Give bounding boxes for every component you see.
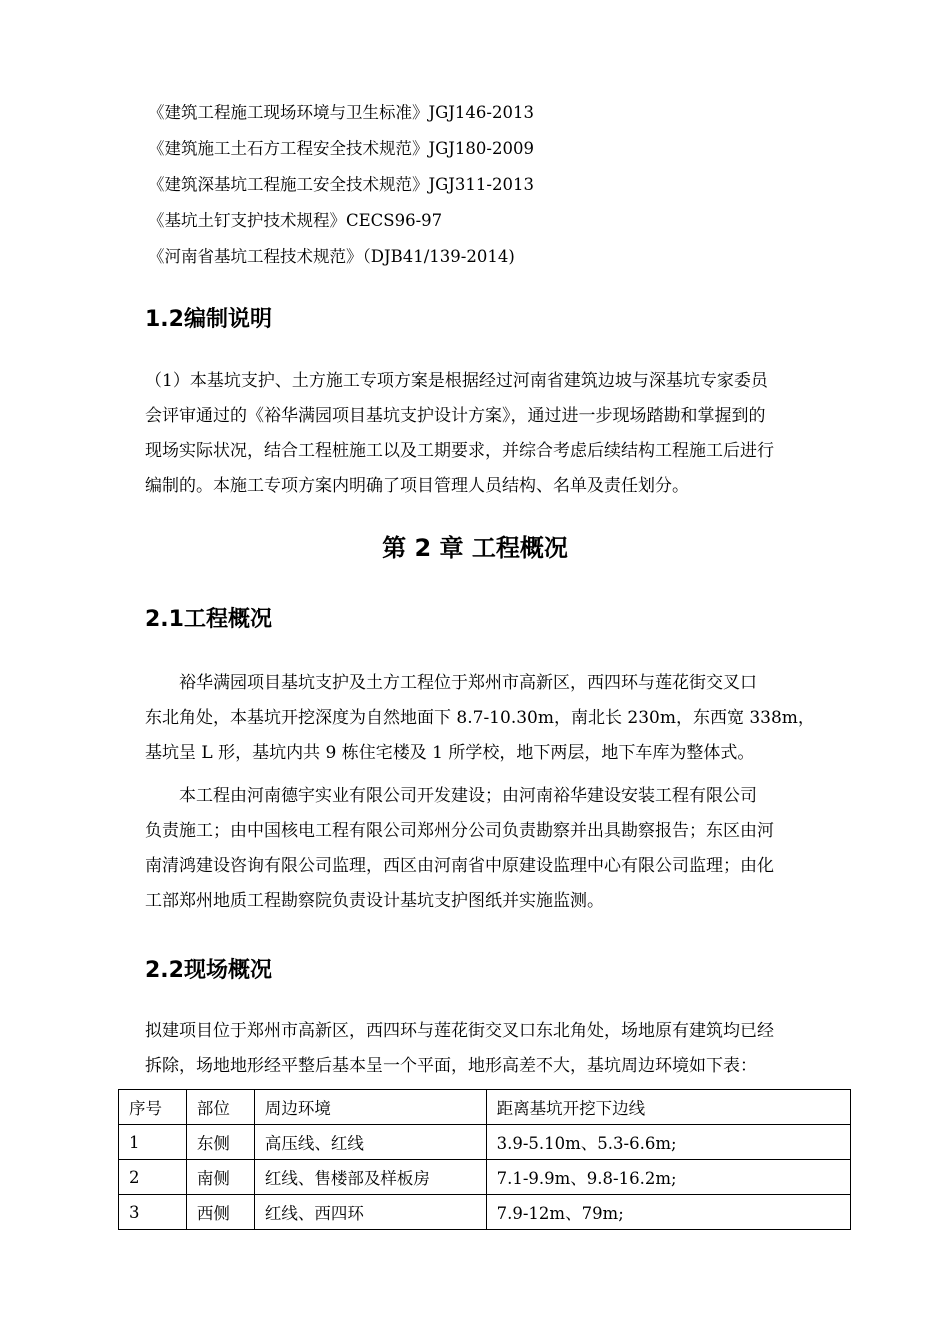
paragraph-line: 裕华满园项目基坑支护及土方工程位于郑州市高新区，西四环与莲花街交叉口	[145, 673, 757, 693]
section-heading-2-1: 2.1工程概况	[145, 607, 272, 632]
table-cell: 7.9-12m、79m;	[486, 1195, 850, 1230]
table-cell: 红线、西四环	[254, 1195, 486, 1230]
reference-item: 《基坑土钉支护技术规程》CECS96-97	[148, 211, 443, 230]
chapter-title: 第 2 章 工程概况	[382, 534, 568, 562]
section-2-1-paragraph-1	[145, 666, 857, 771]
paragraph-line: 拆除，场地地形经平整后基本呈一个平面，地形高差不大，基坑周边环境如下表：	[145, 1056, 757, 1076]
section-2-2-paragraph	[145, 1014, 857, 1084]
table-cell: 3	[119, 1195, 187, 1230]
table-header-row	[119, 1090, 851, 1125]
paragraph-line: 南清鸿建设咨询有限公司监理，西区由河南省中原建设监理中心有限公司监理；由化	[145, 856, 774, 876]
table-cell: 西侧	[186, 1195, 254, 1230]
paragraph-line: 基坑呈 L 形，基坑内共 9 栋住宅楼及 1 所学校，地下两层，地下车库为整体式。	[145, 743, 755, 763]
section-1-2-paragraph	[145, 364, 857, 504]
section-heading-1-2: 1.2编制说明	[145, 307, 272, 332]
table-cell: 东侧	[186, 1125, 254, 1160]
paragraph-line: 本工程由河南德宇实业有限公司开发建设；由河南裕华建设安装工程有限公司	[145, 786, 757, 806]
paragraph-line: （1）本基坑支护、土方施工专项方案是根据经过河南省建筑边坡与深基坑专家委员	[145, 371, 768, 391]
header-cell-index: 序号	[119, 1090, 187, 1125]
reference-item: 《建筑施工土石方工程安全技术规范》JGJ180-2009	[148, 139, 534, 158]
section-2-1-paragraph-2	[145, 779, 857, 919]
table-row	[119, 1125, 851, 1160]
section-heading-2-2: 2.2现场概况	[145, 958, 272, 983]
paragraph-line: 拟建项目位于郑州市高新区，西四环与莲花街交叉口东北角处，场地原有建筑均已经	[145, 1021, 774, 1041]
table-cell: 7.1-9.9m、9.8-16.2m;	[486, 1160, 850, 1195]
table-row	[119, 1195, 851, 1230]
table-cell: 2	[119, 1160, 187, 1195]
header-cell-position: 部位	[186, 1090, 254, 1125]
reference-item: 《建筑深基坑工程施工安全技术规范》JGJ311-2013	[148, 175, 534, 194]
table-cell: 高压线、红线	[254, 1125, 486, 1160]
table-row	[119, 1160, 851, 1195]
header-cell-distance: 距离基坑开挖下边线	[486, 1090, 850, 1125]
paragraph-line: 负责施工；由中国核电工程有限公司郑州分公司负责勘察并出具勘察报告；东区由河	[145, 821, 774, 841]
paragraph-line: 工部郑州地质工程勘察院负责设计基坑支护图纸并实施监测。	[145, 891, 604, 911]
paragraph-line: 东北角处，本基坑开挖深度为自然地面下 8.7-10.30m，南北长 230m，东西宽 338m，	[145, 708, 815, 728]
table-cell: 1	[119, 1125, 187, 1160]
paragraph-line: 编制的。本施工专项方案内明确了项目管理人员结构、名单及责任划分。	[145, 476, 689, 496]
reference-item: 《河南省基坑工程技术规范》（DJB41/139-2014)	[148, 247, 515, 266]
table-cell: 南侧	[186, 1160, 254, 1195]
paragraph-line: 现场实际状况，结合工程桩施工以及工期要求，并综合考虑后续结构工程施工后进行	[145, 441, 774, 461]
table-cell: 红线、售楼部及样板房	[254, 1160, 486, 1195]
table-cell: 3.9-5.10m、5.3-6.6m;	[486, 1125, 850, 1160]
reference-item: 《建筑工程施工现场环境与卫生标准》JGJ146-2013	[148, 103, 534, 122]
surrounding-environment-table	[118, 1089, 851, 1230]
paragraph-line: 会评审通过的《裕华满园项目基坑支护设计方案》，通过进一步现场踏勘和掌握到的	[145, 406, 766, 426]
header-cell-environment: 周边环境	[254, 1090, 486, 1125]
